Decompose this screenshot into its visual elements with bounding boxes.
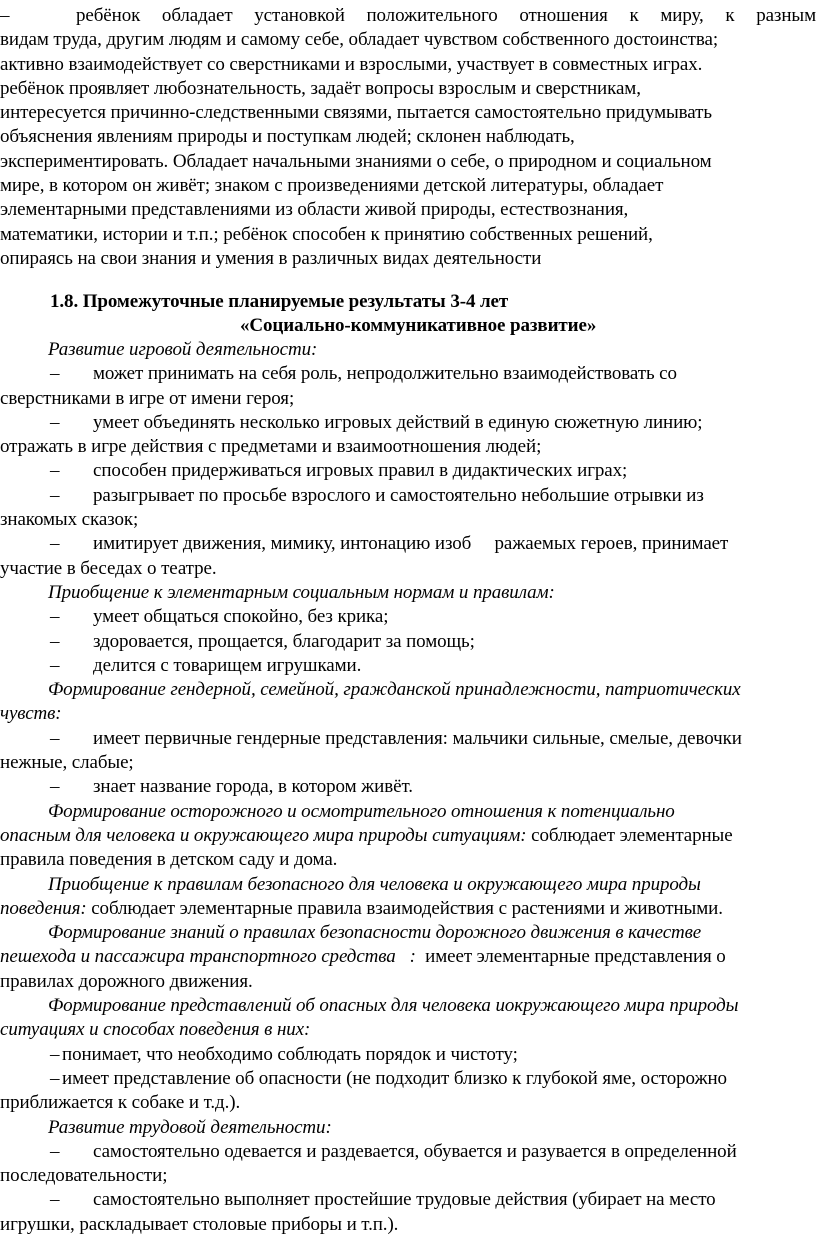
subsection-title-cont: ситуациях и способах поведения в них: — [0, 1019, 311, 1041]
list-item-cont: сверстниками в игре от имени героя; — [0, 387, 295, 409]
intro-line: объяснения явлениям природы и поступкам людей; склонен наблюдать, — [0, 126, 575, 148]
subsection-title: Формирование представлений об опасных для человека иокружающего мира природы — [48, 995, 739, 1017]
intro-line: интересуется причинно-следственными связями, пытается самостоятельно придумывать — [0, 102, 712, 124]
list-item: – имеет первичные гендерные представления: мальчики сильные, смелые, девочки — [0, 727, 816, 751]
intro-line: экспериментировать. Обладает начальными знаниями о себе, о природном и социальном — [0, 150, 712, 172]
list-item: – умеет общаться спокойно, без крика; — [0, 605, 816, 629]
dash-bullet: – — [50, 776, 60, 798]
intro-line: видам труда, другим людям и самому себе, обладает чувством собственного достоинства; — [0, 29, 719, 51]
results-body — [0, 338, 816, 1237]
subsection-title: Приобщение к элементарным социальным нормам и правилам: — [48, 581, 555, 603]
dash-bullet: – — [0, 5, 10, 26]
dash-bullet: – — [50, 727, 60, 749]
list-item: – способен придерживаться игровых правил в дидактических играх; — [0, 459, 816, 483]
subsection-title-cont: чувств: — [0, 703, 62, 725]
subsection-title: Приобщение к правилам безопасного для человека и окружающего мира природы — [48, 873, 701, 895]
list-item: – знает название города, в котором живёт. — [0, 775, 816, 799]
list-item: – может принимать на себя роль, непродолжительно взаимодействовать со — [0, 362, 816, 386]
intro-line: элементарными представлениями из области живой природы, естествознания, — [0, 199, 629, 221]
list-item-cont: участие в беседах о театре. — [0, 557, 217, 579]
intro-line: активно взаимодействует со сверстниками и взрослыми, участвует в совместных играх. — [0, 53, 703, 75]
dash-bullet: – — [50, 1043, 60, 1065]
intro-line: мире, в котором он живёт; знаком с произведениями детской литературы, обладает — [0, 175, 664, 197]
list-item: – разыгрывает по просьбе взрослого и самостоятельно небольшие отрывки из — [0, 484, 816, 508]
dash-bullet: – — [50, 1189, 60, 1211]
paragraph-line: правилах дорожного движения. — [0, 970, 253, 992]
subsection-title: Формирование знаний о правилах безопасности дорожного движения в качестве — [48, 922, 702, 944]
section-heading: 1.8. Промежуточные планируемые результаты 3-4 лет — [50, 291, 509, 312]
section-subheading: «Социально-коммуникативное развитие» — [240, 315, 597, 336]
dash-bullet: – — [50, 1067, 60, 1089]
dash-bullet: – — [50, 460, 60, 482]
dash-bullet: – — [50, 411, 60, 433]
subsection-title: Развитие трудовой деятельности: — [48, 1116, 332, 1138]
list-item: – делится с товарищем игрушками. — [0, 654, 816, 678]
dash-bullet: – — [50, 606, 60, 628]
list-item: – имеет представление об опасности (не подходит близко к глубокой яме, осторожно — [0, 1067, 816, 1091]
subsection-title: Формирование гендерной, семейной, гражданской принадлежности, патриотических — [48, 679, 741, 701]
dash-bullet: – — [50, 1140, 60, 1162]
dash-bullet: – — [50, 654, 60, 676]
list-item: – самостоятельно выполняет простейшие трудовые действия (убирает на место — [0, 1188, 816, 1212]
list-item-cont: знакомых сказок; — [0, 509, 139, 531]
list-item: – самостоятельно одевается и раздевается, обувается и разувается в определенной — [0, 1140, 816, 1164]
paragraph-line: пешехода и пассажира транспортного средства : имеет элементарные представления о — [0, 946, 726, 968]
dash-bullet: – — [50, 630, 60, 652]
dash-bullet: – — [50, 533, 60, 555]
dash-bullet: – — [50, 484, 60, 506]
paragraph-line: правила поведения в детском саду и дома. — [0, 849, 338, 871]
list-item-cont: приближается к собаке и т.д.). — [0, 1092, 241, 1114]
list-item-cont: отражать в игре действия с предметами и взаимоотношения людей; — [0, 436, 542, 458]
intro-line: математики, истории и т.п.; ребёнок способен к принятию собственных решений, — [0, 223, 653, 245]
list-item-cont: игрушки, раскладывает столовые приборы и т.п.). — [0, 1213, 399, 1235]
list-item: – умеет объединять несколько игровых действий в единую сюжетную линию; — [0, 411, 816, 435]
list-item-cont: нежные, слабые; — [0, 752, 134, 774]
intro-line: опираясь на свои знания и умения в различных видах деятельности — [0, 247, 542, 269]
intro-line: ребёнок проявляет любознательность, задаёт вопросы взрослым и сверстникам, — [0, 77, 641, 99]
subsection-title: Формирование осторожного и осмотрительного отношения к потенциально — [48, 800, 675, 822]
intro-line: – ребёнок обладает установкой положительного отношения к миру, к разным — [0, 4, 816, 28]
list-item: – имитирует движения, мимику, интонацию изоб ражаемых героев, принимает — [0, 532, 816, 556]
paragraph-line: поведения: соблюдает элементарные правила взаимодействия с растениями и животными. — [0, 897, 723, 919]
list-item: – понимает, что необходимо соблюдать порядок и чистоту; — [0, 1043, 816, 1067]
intro-block — [0, 4, 816, 271]
list-item: – здоровается, прощается, благодарит за помощь; — [0, 630, 816, 654]
subsection-title: Развитие игровой деятельности: — [48, 339, 318, 360]
paragraph-line: опасным для человека и окружающего мира природы ситуациям: соблюдает элементарные — [0, 824, 733, 846]
list-item-cont: последовательности; — [0, 1165, 168, 1187]
dash-bullet: – — [50, 363, 60, 385]
